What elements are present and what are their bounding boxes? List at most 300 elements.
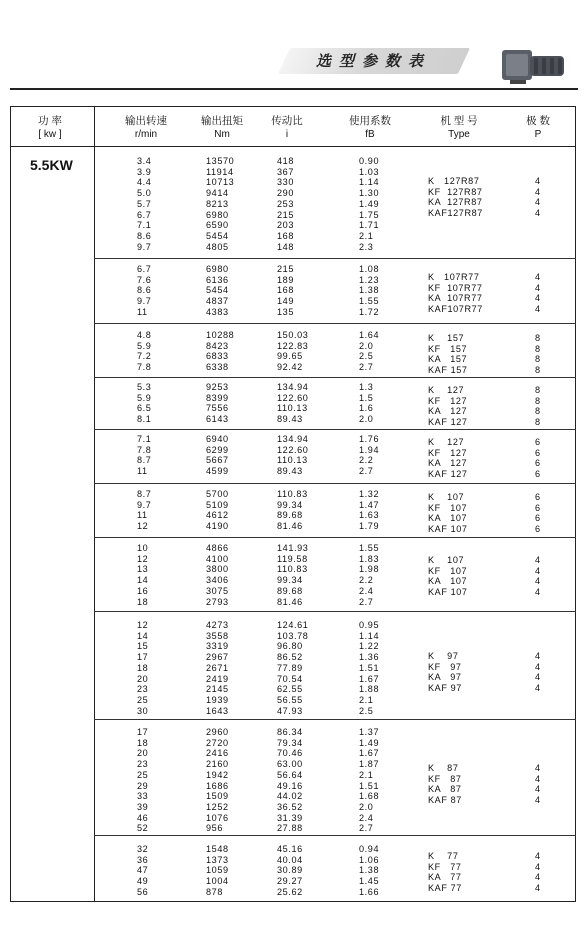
speed-cell: 5.3 (137, 382, 152, 392)
speed-cell: 11 (137, 466, 148, 477)
speed-cell: 16 (137, 585, 149, 596)
header-power: 功 率 (38, 115, 62, 127)
poles-column (535, 333, 541, 376)
service-factor-cell: 1.64 (359, 330, 380, 340)
type-cell: KAF 107 (428, 587, 468, 598)
poles-cell: 4 (535, 883, 541, 894)
speed-cell: 13 (137, 564, 149, 575)
service-factor-cell: 1.55 (359, 543, 380, 553)
service-factor-cell: 1.45 (359, 876, 380, 887)
service-factor-cell: 1.67 (359, 748, 380, 759)
speed-column (137, 543, 148, 607)
service-factor-cell: 1.98 (359, 564, 380, 575)
service-factor-cell: 1.71 (359, 220, 380, 231)
type-cell: KAF 127 (428, 469, 468, 480)
poles-cell: 8 (535, 333, 541, 343)
speed-cell: 5.0 (137, 188, 152, 199)
service-factor-column (359, 727, 379, 834)
torque-cell: 3558 (206, 630, 229, 641)
type-column (428, 385, 468, 428)
ratio-cell: 134.94 (277, 434, 309, 444)
speed-cell: 29 (137, 780, 149, 791)
poles-cell: 4 (535, 784, 541, 795)
poles-cell: 4 (535, 861, 541, 872)
service-factor-cell: 1.23 (359, 274, 380, 285)
ratio-cell: 40.04 (277, 854, 303, 865)
speed-cell: 8.7 (137, 489, 152, 499)
type-cell: KAF 107 (428, 524, 468, 535)
type-cell: K 107 (428, 555, 465, 565)
ratio-cell: 70.54 (277, 673, 303, 684)
service-factor-cell: 1.87 (359, 759, 380, 770)
poles-column (535, 385, 541, 428)
ratio-cell: 56.55 (277, 694, 303, 705)
service-factor-column (359, 489, 379, 532)
torque-cell: 1942 (206, 769, 229, 780)
torque-cell: 3406 (206, 575, 229, 586)
ratio-cell: 122.60 (277, 444, 309, 455)
ratio-cell: 86.34 (277, 727, 303, 737)
poles-column (535, 272, 541, 315)
poles-cell: 4 (535, 672, 541, 683)
service-factor-cell: 2.2 (359, 455, 374, 466)
speed-cell: 56 (137, 886, 149, 897)
torque-cell: 4612 (206, 510, 229, 521)
ratio-cell: 330 (277, 177, 294, 188)
type-column (428, 763, 462, 806)
service-factor-column (359, 844, 379, 898)
page-title: 选型参数表 (316, 52, 432, 70)
poles-cell: 4 (535, 872, 541, 883)
poles-cell: 4 (535, 282, 541, 293)
type-cell: KA 77 (428, 872, 462, 883)
ratio-cell: 110.13 (277, 455, 308, 466)
speed-cell: 4.4 (137, 177, 152, 188)
torque-cell: 4837 (206, 296, 229, 307)
speed-cell: 49 (137, 876, 149, 887)
service-factor-cell: 1.75 (359, 209, 380, 220)
service-factor-cell: 1.63 (359, 510, 380, 521)
service-factor-cell: 0.95 (359, 620, 380, 630)
type-cell: KA 157 (428, 354, 468, 365)
service-factor-cell: 0.90 (359, 156, 380, 166)
speed-cell: 18 (137, 596, 149, 607)
speed-cell: 25 (137, 769, 149, 780)
speed-column (137, 489, 151, 532)
speed-cell: 14 (137, 575, 149, 586)
ratio-column (277, 382, 308, 425)
poles-cell: 4 (535, 651, 541, 661)
speed-cell: 8.7 (137, 455, 152, 466)
speed-cell: 6.7 (137, 264, 152, 274)
poles-cell: 4 (535, 763, 541, 773)
ratio-cell: 79.34 (277, 737, 303, 748)
group-separator (94, 258, 576, 259)
type-cell: KAF 87 (428, 795, 462, 806)
ratio-cell: 110.13 (277, 403, 308, 414)
ratio-cell: 89.43 (277, 466, 303, 477)
service-factor-cell: 2.4 (359, 585, 374, 596)
ratio-cell: 110.83 (277, 564, 308, 575)
torque-cell: 1373 (206, 854, 229, 865)
torque-cell: 2145 (206, 684, 229, 695)
ratio-cell: 77.89 (277, 662, 303, 673)
ratio-cell: 29.27 (277, 876, 303, 887)
type-cell: K 107 (428, 492, 465, 502)
speed-cell: 6.5 (137, 403, 152, 414)
speed-cell: 32 (137, 844, 149, 854)
service-factor-column (359, 330, 379, 373)
service-factor-cell: 1.08 (359, 264, 380, 274)
poles-cell: 8 (535, 385, 541, 395)
service-factor-cell: 1.47 (359, 499, 380, 510)
ratio-cell: 25.62 (277, 886, 303, 897)
speed-cell: 20 (137, 748, 149, 759)
ratio-column (277, 543, 308, 607)
header-poles: 极 数 (526, 115, 550, 127)
speed-cell: 6.7 (137, 209, 152, 220)
torque-cell: 8399 (206, 392, 229, 403)
ratio-cell: 148 (277, 241, 294, 252)
ratio-cell: 36.52 (277, 801, 303, 812)
ratio-column (277, 264, 294, 318)
header-torque: 输出扭矩 (201, 115, 243, 127)
type-cell: KA 97 (428, 672, 462, 683)
torque-cell: 6980 (206, 264, 229, 274)
torque-column (206, 727, 229, 834)
torque-cell: 4805 (206, 241, 229, 252)
speed-cell: 25 (137, 694, 149, 705)
torque-cell: 2793 (206, 596, 229, 607)
service-factor-cell: 2.5 (359, 351, 374, 362)
speed-cell: 20 (137, 673, 149, 684)
header-speed: 输出转速 (125, 115, 167, 127)
speed-cell: 11 (137, 306, 148, 317)
ratio-column (277, 727, 303, 834)
ratio-cell: 103.78 (277, 630, 309, 641)
speed-cell: 17 (137, 652, 149, 663)
ratio-cell: 418 (277, 156, 294, 166)
torque-cell: 8213 (206, 198, 229, 209)
header-type: 机 型 号 (440, 115, 478, 127)
ratio-cell: 81.46 (277, 596, 303, 607)
ratio-cell: 215 (277, 264, 294, 274)
torque-cell: 7556 (206, 403, 229, 414)
speed-cell: 9.7 (137, 296, 152, 307)
poles-cell: 4 (535, 795, 541, 806)
torque-cell: 5109 (206, 499, 229, 510)
poles-cell: 8 (535, 406, 541, 417)
type-cell: KAF107R77 (428, 304, 483, 315)
poles-cell: 4 (535, 176, 541, 186)
speed-cell: 8.1 (137, 414, 152, 425)
speed-cell: 15 (137, 641, 149, 652)
torque-cell: 6338 (206, 362, 229, 373)
type-cell: KF 127 (428, 395, 468, 406)
speed-column (137, 330, 151, 373)
poles-cell: 6 (535, 437, 541, 447)
speed-column (137, 434, 151, 477)
service-factor-cell: 1.49 (359, 198, 380, 209)
ratio-cell: 253 (277, 198, 294, 209)
speed-cell: 30 (137, 705, 149, 716)
speed-cell: 9.7 (137, 241, 152, 252)
service-factor-column (359, 156, 379, 252)
torque-cell: 5667 (206, 455, 229, 466)
ratio-column (277, 844, 303, 898)
poles-cell: 6 (535, 447, 541, 458)
type-cell: KF 127R87 (428, 186, 483, 197)
type-cell: KAF127R87 (428, 208, 483, 219)
torque-cell: 4599 (206, 466, 229, 477)
poles-cell: 6 (535, 458, 541, 469)
ratio-cell: 124.61 (277, 620, 309, 630)
type-cell: KA 107 (428, 513, 468, 524)
torque-cell: 9253 (206, 382, 229, 392)
ratio-cell: 367 (277, 166, 294, 177)
torque-cell: 1509 (206, 791, 229, 802)
service-factor-cell: 1.68 (359, 791, 380, 802)
ratio-column (277, 489, 308, 532)
service-factor-cell: 1.38 (359, 285, 380, 296)
speed-cell: 14 (137, 630, 149, 641)
type-cell: K 107R77 (428, 272, 480, 282)
ratio-cell: 89.68 (277, 585, 303, 596)
torque-cell: 1686 (206, 780, 229, 791)
service-factor-cell: 2.1 (359, 769, 374, 780)
speed-column (137, 264, 151, 318)
group-separator (94, 835, 576, 836)
poles-cell: 4 (535, 293, 541, 304)
ratio-cell: 122.60 (277, 392, 309, 403)
service-factor-cell: 1.88 (359, 684, 380, 695)
poles-cell: 4 (535, 186, 541, 197)
speed-cell: 7.2 (137, 351, 152, 362)
speed-cell: 11 (137, 510, 148, 521)
ratio-cell: 290 (277, 188, 294, 199)
type-column (428, 492, 468, 535)
ratio-column (277, 330, 308, 373)
speed-cell: 12 (137, 620, 149, 630)
type-cell: KAF 127 (428, 417, 468, 428)
ratio-cell: 119.58 (277, 553, 308, 564)
group-separator (94, 483, 576, 484)
group-separator (94, 537, 576, 538)
type-column (428, 333, 468, 376)
torque-cell: 956 (206, 823, 223, 834)
service-factor-cell: 2.1 (359, 230, 374, 241)
speed-cell: 4.8 (137, 330, 152, 340)
type-cell: KF 87 (428, 773, 462, 784)
speed-cell: 23 (137, 684, 149, 695)
header-power-unit: [ kw ] (38, 129, 62, 140)
service-factor-cell: 2.0 (359, 801, 374, 812)
ratio-column (277, 620, 308, 716)
group-separator (94, 429, 576, 430)
ratio-cell: 31.39 (277, 812, 303, 823)
torque-cell: 11914 (206, 166, 234, 177)
torque-cell: 6940 (206, 434, 229, 444)
header-ratio-unit: i (285, 129, 289, 140)
speed-cell: 7.8 (137, 362, 152, 373)
ratio-cell: 215 (277, 209, 294, 220)
speed-cell: 7.1 (137, 220, 152, 231)
ratio-cell: 141.93 (277, 543, 309, 553)
ratio-cell: 49.16 (277, 780, 303, 791)
poles-cell: 4 (535, 555, 541, 565)
poles-cell: 4 (535, 683, 541, 694)
service-factor-cell: 1.5 (359, 392, 374, 403)
group-separator (94, 377, 576, 378)
speed-cell: 5.7 (137, 198, 152, 209)
poles-cell: 6 (535, 502, 541, 513)
ratio-cell: 47.93 (277, 705, 303, 716)
poles-column (535, 492, 541, 535)
ratio-cell: 70.46 (277, 748, 303, 759)
service-factor-cell: 1.83 (359, 553, 380, 564)
power-value: 5.5KW (30, 157, 73, 173)
torque-cell: 3800 (206, 564, 229, 575)
poles-cell: 6 (535, 469, 541, 480)
header-speed-unit: r/min (134, 129, 158, 140)
type-cell: KF 107 (428, 565, 468, 576)
group-separator (94, 323, 576, 324)
speed-column (137, 727, 148, 834)
service-factor-cell: 1.37 (359, 727, 380, 737)
type-cell: KA 127 (428, 406, 468, 417)
type-column (428, 851, 462, 894)
speed-cell: 52 (137, 823, 149, 834)
speed-cell: 18 (137, 737, 149, 748)
ratio-cell: 63.00 (277, 759, 303, 770)
type-cell: KF 107R77 (428, 282, 483, 293)
speed-cell: 23 (137, 759, 149, 770)
service-factor-cell: 1.14 (359, 177, 380, 188)
type-cell: KA 87 (428, 784, 462, 795)
torque-column (206, 543, 229, 607)
torque-cell: 1059 (206, 865, 229, 876)
torque-cell: 6136 (206, 274, 229, 285)
group-separator (94, 611, 576, 612)
ratio-cell: 81.46 (277, 521, 303, 532)
poles-column (535, 851, 541, 894)
speed-cell: 39 (137, 801, 149, 812)
speed-cell: 8.6 (137, 230, 152, 241)
service-factor-cell: 1.55 (359, 296, 380, 307)
service-factor-cell: 1.51 (359, 780, 380, 791)
torque-cell: 5700 (206, 489, 229, 499)
speed-cell: 7.1 (137, 434, 152, 444)
ratio-cell: 89.43 (277, 414, 303, 425)
type-cell: KF 97 (428, 661, 462, 672)
type-cell: KAF 77 (428, 883, 462, 894)
speed-cell: 5.9 (137, 392, 152, 403)
header-torque-unit: Nm (214, 129, 230, 140)
torque-cell: 3075 (206, 585, 229, 596)
poles-cell: 6 (535, 524, 541, 535)
service-factor-cell: 1.6 (359, 403, 374, 414)
service-factor-cell: 2.3 (359, 241, 374, 252)
ratio-cell: 92.42 (277, 362, 303, 373)
service-factor-column (359, 620, 379, 716)
torque-cell: 3319 (206, 641, 229, 652)
torque-column (206, 382, 229, 425)
poles-column (535, 437, 541, 480)
torque-cell: 4866 (206, 543, 229, 553)
speed-cell: 7.8 (137, 444, 152, 455)
torque-column (206, 264, 229, 318)
ratio-cell: 189 (277, 274, 294, 285)
torque-cell: 2160 (206, 759, 229, 770)
torque-cell: 1004 (206, 876, 229, 887)
torque-cell: 878 (206, 886, 223, 897)
speed-cell: 9.7 (137, 499, 152, 510)
type-cell: K 127 (428, 385, 465, 395)
poles-column (535, 763, 541, 806)
speed-cell: 33 (137, 791, 149, 802)
header-service-factor: 使用系数 (349, 115, 391, 127)
type-column (428, 272, 483, 315)
ratio-cell: 45.16 (277, 844, 303, 854)
service-factor-cell: 1.32 (359, 489, 380, 499)
ratio-cell: 96.80 (277, 641, 303, 652)
speed-cell: 12 (137, 521, 149, 532)
torque-column (206, 156, 234, 252)
type-cell: KA 127 (428, 458, 468, 469)
torque-cell: 4383 (206, 306, 229, 317)
poles-cell: 4 (535, 661, 541, 672)
torque-column (206, 330, 234, 373)
torque-cell: 5454 (206, 285, 229, 296)
poles-cell: 4 (535, 197, 541, 208)
torque-cell: 2671 (206, 662, 229, 673)
ratio-cell: 150.03 (277, 330, 309, 340)
poles-cell: 8 (535, 365, 541, 376)
poles-cell: 4 (535, 272, 541, 282)
torque-cell: 6143 (206, 414, 229, 425)
torque-cell: 1939 (206, 694, 229, 705)
power-column-divider (94, 106, 95, 902)
speed-column (137, 844, 148, 898)
ratio-column (277, 434, 308, 477)
type-cell: KA 107R77 (428, 293, 483, 304)
torque-cell: 2960 (206, 727, 229, 737)
poles-column (535, 176, 541, 219)
header-service-factor-unit: fB (365, 129, 375, 140)
torque-cell: 6833 (206, 351, 229, 362)
type-column (428, 437, 468, 480)
speed-column (137, 620, 148, 716)
service-factor-cell: 0.94 (359, 844, 380, 854)
service-factor-cell: 2.1 (359, 694, 374, 705)
ratio-cell: 99.34 (277, 499, 303, 510)
poles-cell: 8 (535, 395, 541, 406)
type-column (428, 555, 468, 598)
service-factor-cell: 2.2 (359, 575, 374, 586)
ratio-cell: 149 (277, 296, 294, 307)
ratio-cell: 56.64 (277, 769, 303, 780)
type-cell: KF 157 (428, 343, 468, 354)
torque-column (206, 434, 229, 477)
torque-cell: 6590 (206, 220, 229, 231)
service-factor-cell: 1.67 (359, 673, 380, 684)
poles-cell: 4 (535, 565, 541, 576)
type-cell: K 97 (428, 651, 459, 661)
service-factor-cell: 2.5 (359, 705, 374, 716)
header-type-unit: Type (448, 129, 470, 140)
header-ratio: 传动比 (271, 115, 303, 127)
service-factor-cell: 1.06 (359, 854, 380, 865)
